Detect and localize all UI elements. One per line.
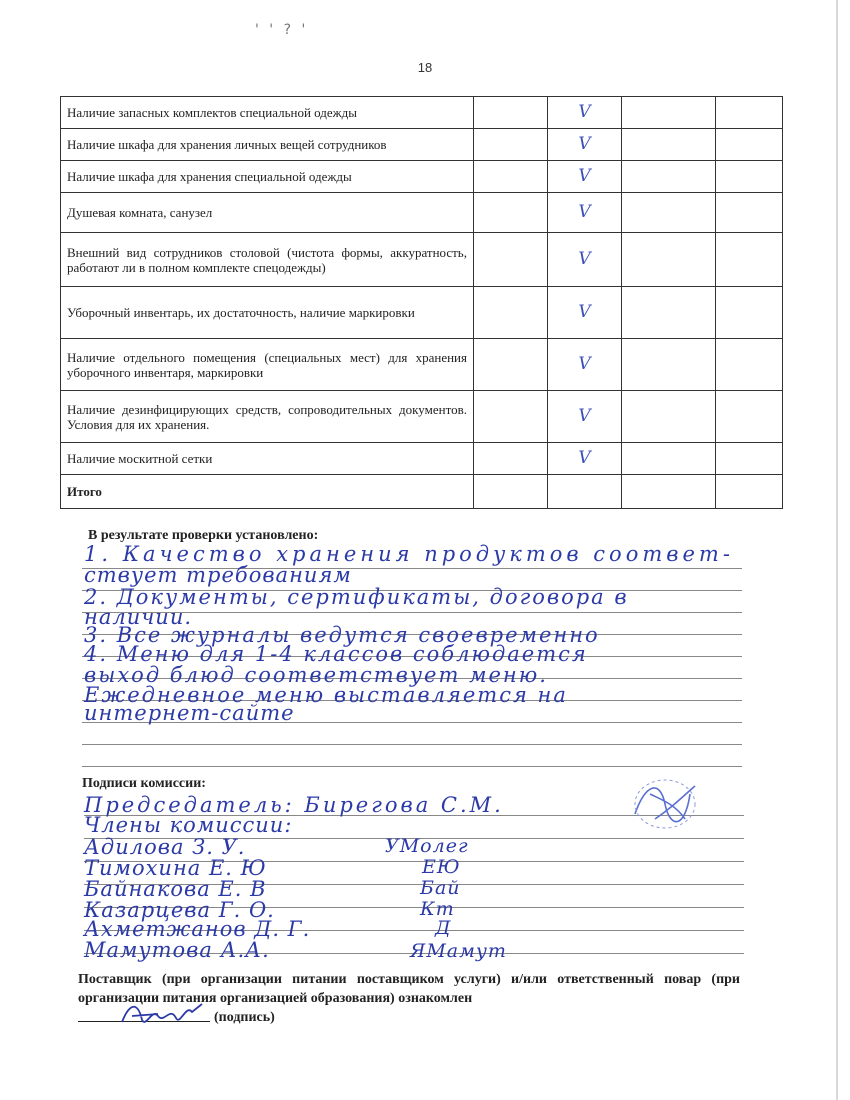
empty-cell <box>716 339 783 391</box>
table-row <box>61 161 783 193</box>
table-row <box>61 233 783 287</box>
empty-cell <box>716 443 783 475</box>
empty-cell <box>716 129 783 161</box>
check-mark: V <box>548 287 622 339</box>
member-name: Мамутова А.А. <box>84 938 270 962</box>
table-row <box>61 443 783 475</box>
finding-line: Ежедневное меню выставляется на <box>84 683 568 707</box>
criterion-cell: Наличие запасных комплектов специальной одежды <box>61 97 474 129</box>
empty-cell <box>716 287 783 339</box>
criterion-cell: Душевая комната, санузел <box>61 193 474 233</box>
ruled-line <box>82 766 742 767</box>
finding-line: интернет-сайте <box>84 701 295 725</box>
empty-cell <box>622 233 716 287</box>
check-mark: V <box>548 161 622 193</box>
empty-cell <box>622 391 716 443</box>
finding-line: 1. Качество хранения продуктов соответ- <box>84 542 734 566</box>
ruled-line <box>82 744 742 745</box>
empty-cell <box>548 475 622 509</box>
empty-cell <box>622 161 716 193</box>
criterion-cell: Наличие шкафа для хранения личных вещей сотрудников <box>61 129 474 161</box>
page-edge <box>836 0 838 1100</box>
check-mark: V <box>548 443 622 475</box>
check-mark: V <box>548 233 622 287</box>
commission-title: Подписи комиссии: <box>82 776 206 791</box>
empty-cell <box>622 475 716 509</box>
member-name: Тимохина Е. Ю <box>84 856 267 880</box>
table-row <box>61 287 783 339</box>
empty-cell <box>474 97 548 129</box>
finding-line: 2. Документы, сертификаты, договора в <box>84 585 629 609</box>
member-name: Байнакова Е. В <box>84 877 267 901</box>
table-row <box>61 129 783 161</box>
member-signature: Д <box>435 917 452 939</box>
signature-caption: (подпись) <box>214 1010 275 1025</box>
check-mark: V <box>548 391 622 443</box>
page-number: 18 <box>417 60 433 75</box>
empty-cell <box>716 233 783 287</box>
criterion-cell: Уборочный инвентарь, их достаточность, наличие маркировки <box>61 287 474 339</box>
empty-cell <box>622 443 716 475</box>
empty-cell <box>716 97 783 129</box>
finding-line: выход блюд соответствует меню. <box>84 663 548 687</box>
criterion-cell: Наличие шкафа для хранения специальной одежды <box>61 161 474 193</box>
commission-chair: Председатель: Бирегова С.М. <box>84 793 504 817</box>
table-row <box>61 97 783 129</box>
check-mark: V <box>548 193 622 233</box>
criterion-cell: Наличие дезинфицирующих средств, сопроводительных документов. Условия для их хранения. <box>61 391 474 443</box>
empty-cell <box>716 161 783 193</box>
criterion-cell: Внешний вид сотрудников столовой (чистота формы, аккуратность, работают ли в полном комплекте спецодежды) <box>61 233 474 287</box>
table-row <box>61 339 783 391</box>
empty-cell <box>622 129 716 161</box>
supplier-note: Поставщик (при организации питании поставщиком услуги) и/или ответственный повар (при организации питания организацией образования) ознакомлен <box>78 972 740 1006</box>
member-signature: ЕЮ <box>422 856 461 878</box>
member-signature: Кт <box>420 898 455 920</box>
member-name: Адилова З. У. <box>84 835 246 859</box>
supplier-signature <box>118 998 208 1030</box>
chair-signature-scribble <box>625 774 705 834</box>
total-label: Итого <box>61 475 474 509</box>
check-mark: V <box>548 97 622 129</box>
finding-line: 3. Все журналы ведутся своевременно <box>84 623 600 647</box>
empty-cell <box>716 475 783 509</box>
empty-cell <box>474 339 548 391</box>
check-mark: V <box>548 339 622 391</box>
member-name: Ахметжанов Д. Г. <box>84 917 311 941</box>
finding-line: ствует требованиям <box>84 563 352 587</box>
finding-line: 4. Меню для 1-4 классов соблюдается <box>84 642 588 666</box>
findings-title: В результате проверки установлено: <box>88 528 319 543</box>
member-name: Казарцева Г. О. <box>84 898 275 922</box>
member-signature: УМолег <box>385 835 469 857</box>
empty-cell <box>474 233 548 287</box>
empty-cell <box>622 287 716 339</box>
commission-members-label: Члены комиссии: <box>84 813 293 837</box>
empty-cell <box>716 193 783 233</box>
empty-cell <box>474 129 548 161</box>
check-mark: V <box>548 129 622 161</box>
finding-line: наличии. <box>84 605 193 629</box>
table-row-total <box>61 475 783 509</box>
empty-cell <box>622 97 716 129</box>
empty-cell <box>474 161 548 193</box>
member-signature: ЯМамут <box>410 940 507 962</box>
table-row <box>61 193 783 233</box>
criterion-cell: Наличие отдельного помещения (специальных мест) для хранения уборочного инвентаря, маркировки <box>61 339 474 391</box>
member-signature: Бай <box>420 877 461 899</box>
table-row <box>61 391 783 443</box>
empty-cell <box>474 443 548 475</box>
checklist-table <box>60 96 783 509</box>
scan-marks: ' ' ? ' <box>255 22 309 38</box>
criterion-cell: Наличие москитной сетки <box>61 443 474 475</box>
empty-cell <box>622 193 716 233</box>
empty-cell <box>716 391 783 443</box>
empty-cell <box>474 193 548 233</box>
empty-cell <box>622 339 716 391</box>
empty-cell <box>474 475 548 509</box>
empty-cell <box>474 287 548 339</box>
empty-cell <box>474 391 548 443</box>
